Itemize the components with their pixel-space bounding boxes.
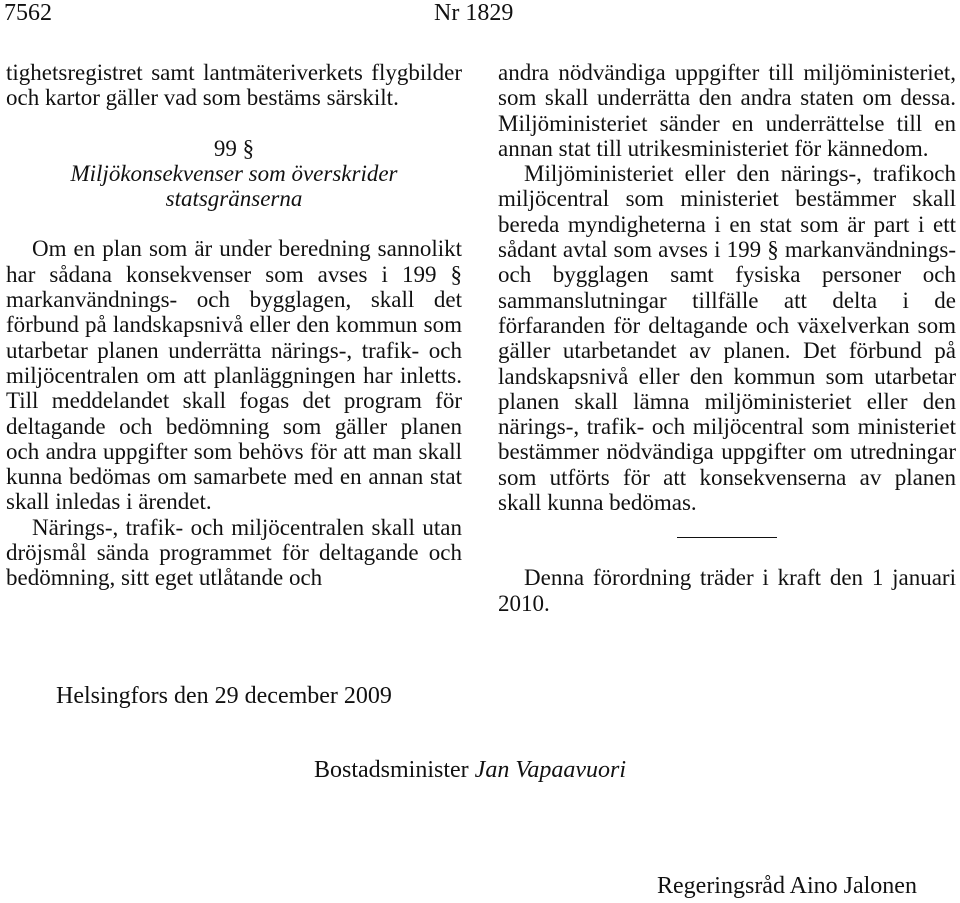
right-column [498, 60, 956, 616]
statute-number: Nr 1829 [434, 0, 514, 26]
section-title: Miljökonsekvenser som överskrider statsgränserna [70, 160, 398, 212]
left-column [6, 60, 462, 591]
entry-into-force: Denna förordning träder i kraft den 1 januari 2010. [498, 565, 956, 616]
minister-signature [314, 757, 626, 783]
continuation-paragraph: andra nödvändiga uppgifter till miljöministeriet, som skall underrätta den andra staten om dessa. Miljöministeriet sänder en underrättelse till en annan stat till utrikesministeriet för kännedom. [498, 60, 956, 161]
paragraph-3: Miljöministeriet eller den närings-, trafikoch miljöcentral som ministeriet bestämmer skall bereda myndigheterna i en stat som är part i ett sådant avtal som avses i 199 § markanvändnings- och bygglagen samt fysiska personer och sammanslutningar tillfälle att delta i de förfaranden för deltagande och växelverkan som gäller utarbetandet av planen. Det förbund på landskapsnivå eller den kommun som utarbetar planen skall lämna miljöministeriet eller den närings-, trafik- och miljöcentral som ministeriet bestämmer nödvändiga uppgifter om utredningar som utförts för att konsekvenserna av planen skall kunna bedömas. [498, 161, 956, 516]
paragraph-1: Om en plan som är under beredning sannolikt har sådana konsekvenser som avses i 199 § markanvändnings- och bygglagen, skall det förbund på landskapsnivå eller den kommun som utarbetar planen underrätta närings-, trafik- och miljöcentralen om att planläggningen har inletts. Till meddelandet skall fogas det program för deltagande och bedömning som gäller planen och andra uppgifter som behövs för att man skall kunna bedömas om samarbete med en annan stat skall inledas i ärendet. [6, 236, 462, 515]
paragraph-2: Närings-, trafik- och miljöcentralen skall utan dröjsmål sända programmet för deltagande och bedömning, sitt eget utlåtande och [6, 514, 462, 591]
minister-title: Bostadsminister [314, 757, 469, 783]
section-number: 99 § [213, 135, 255, 161]
page-number: 7562 [4, 0, 52, 26]
place-date: Helsingfors den 29 december 2009 [56, 683, 392, 709]
divider-rule [677, 537, 777, 538]
intro-paragraph: tighetsregistret samt lantmäteriverkets flygbilder och kartor gäller vad som bestäms särskilt. [6, 60, 462, 111]
minister-name: Jan Vapaavuori [474, 757, 626, 783]
counsellor-signature: Regeringsråd Aino Jalonen [657, 873, 917, 899]
